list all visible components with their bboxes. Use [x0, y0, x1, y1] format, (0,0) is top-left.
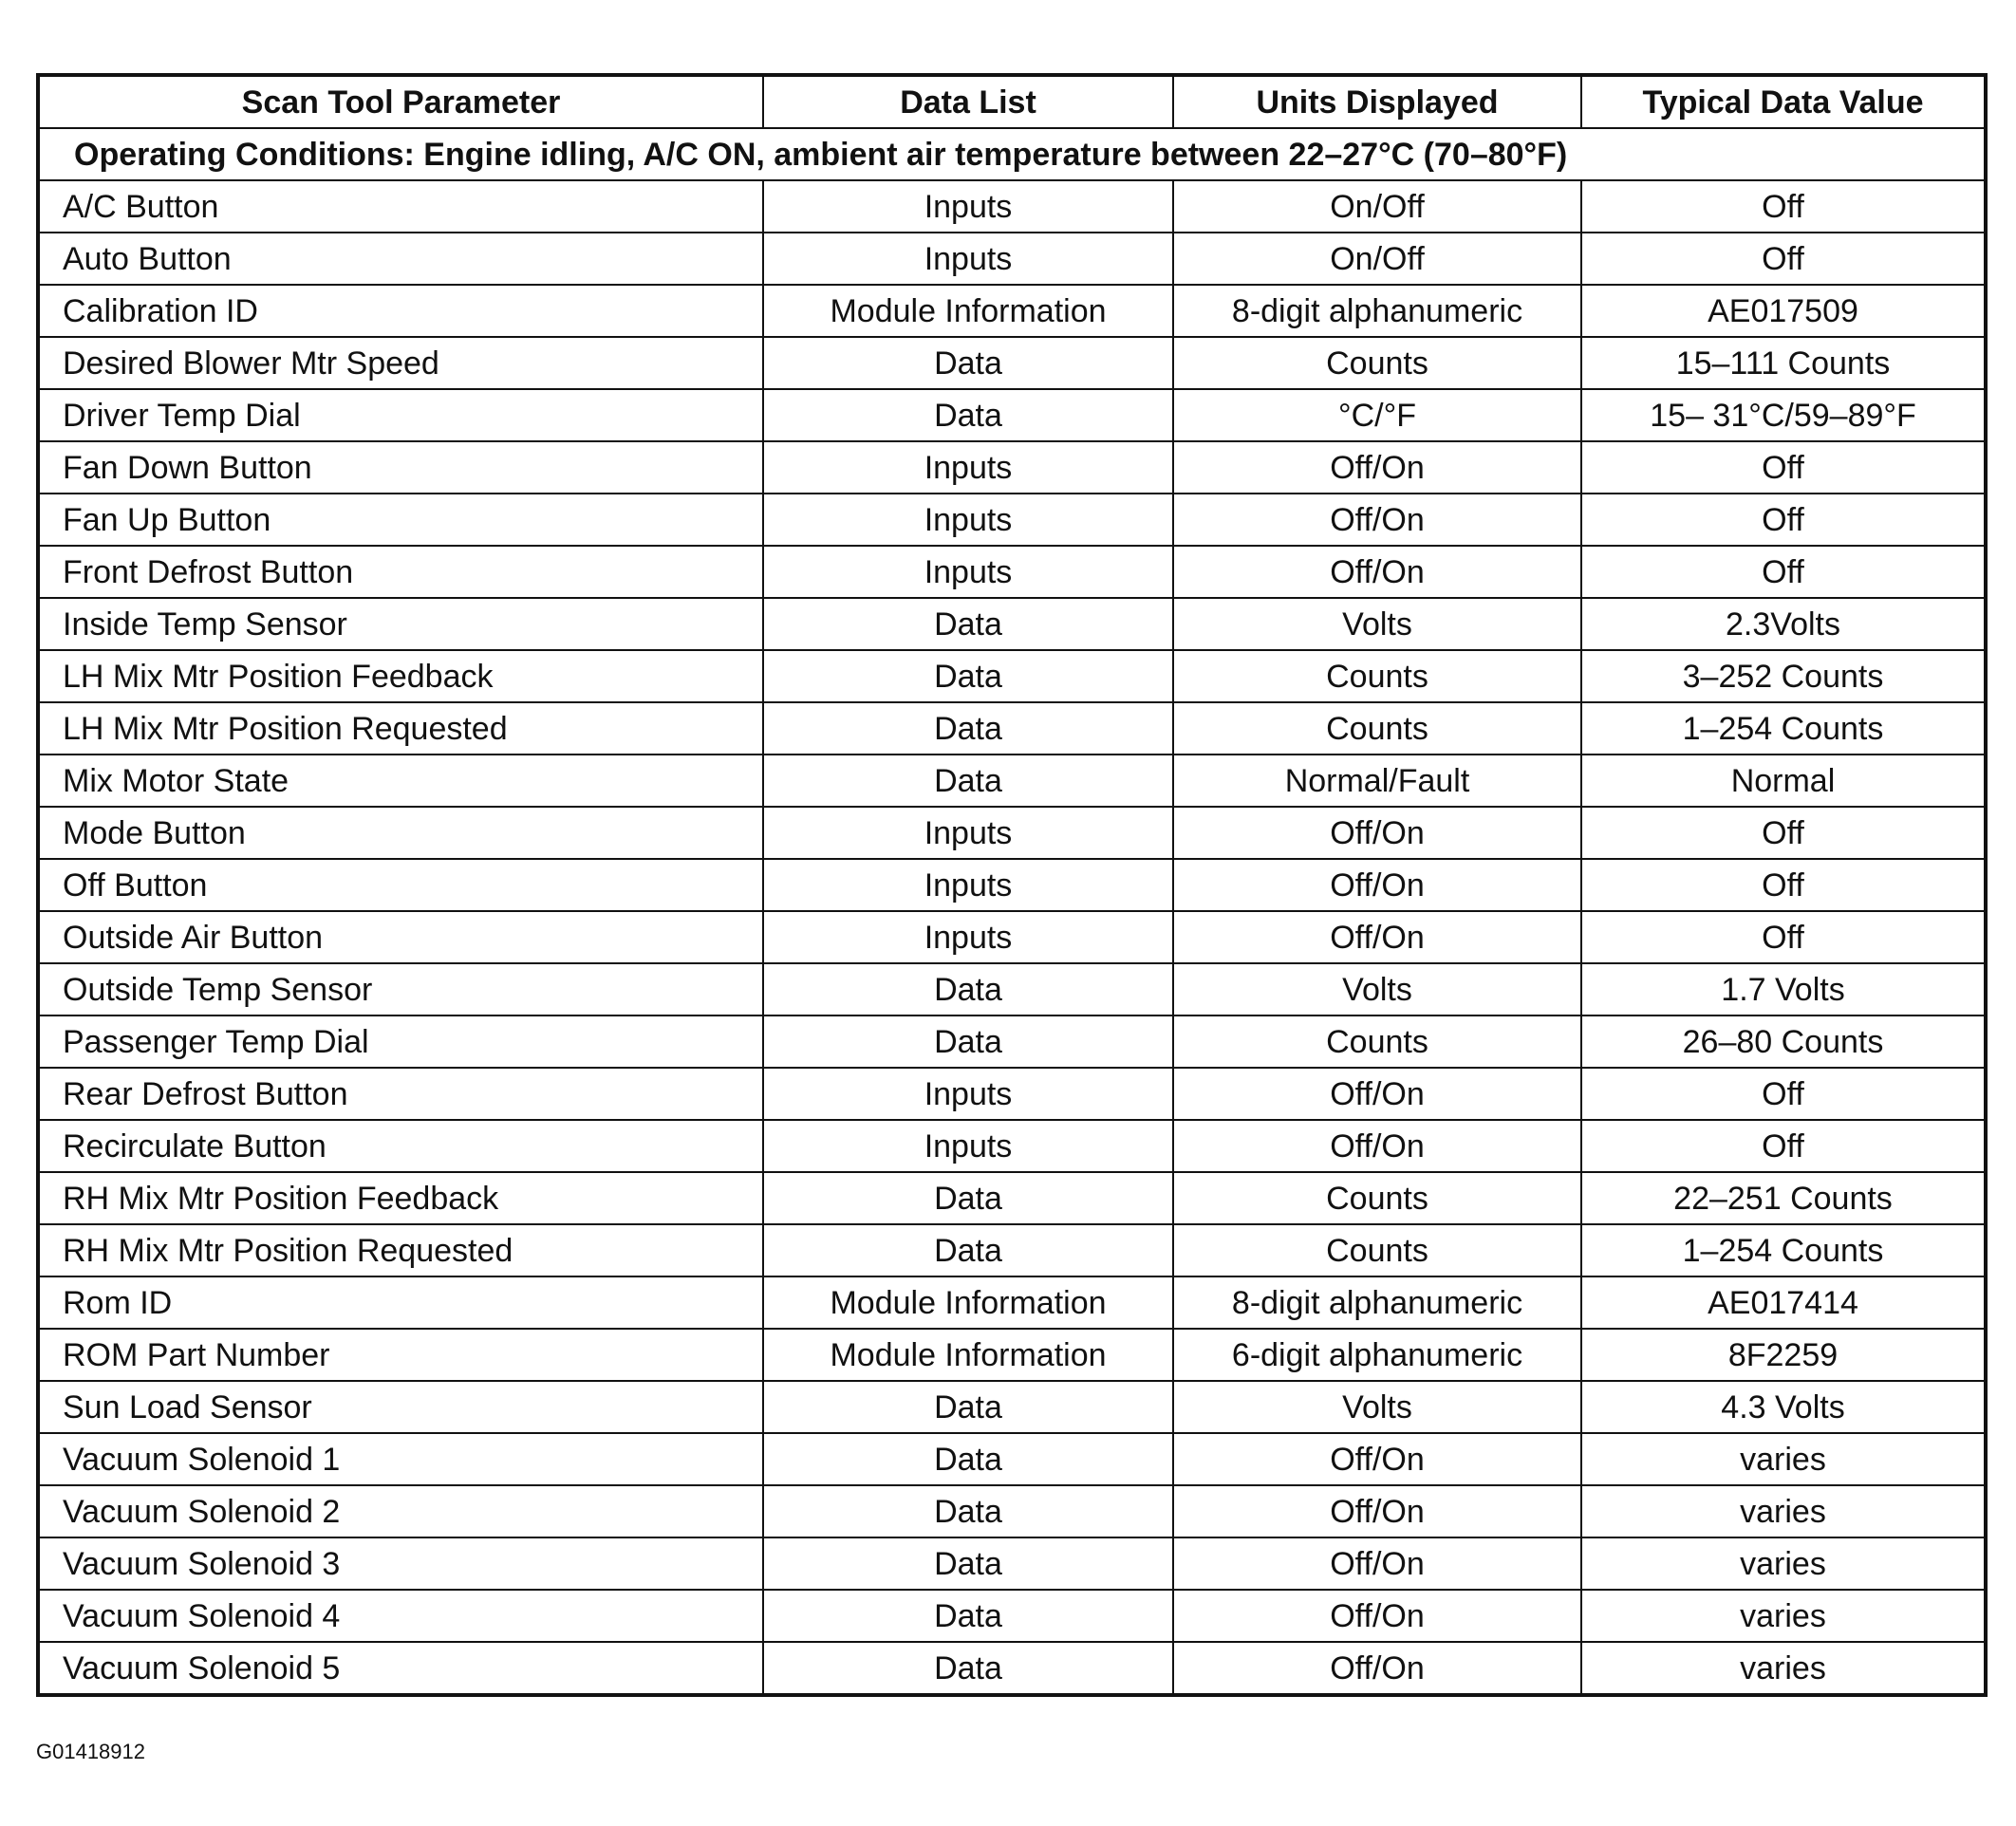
data-list-cell: Inputs [763, 180, 1173, 233]
units-cell: Volts [1173, 1381, 1581, 1433]
header-typical-data-value: Typical Data Value [1581, 75, 1986, 128]
parameter-cell: A/C Button [38, 180, 763, 233]
units-cell: Counts [1173, 1224, 1581, 1276]
table-row [38, 598, 1986, 650]
typical-value-cell: 15–111 Counts [1581, 337, 1986, 389]
data-list-cell: Data [763, 1224, 1173, 1276]
table-row [38, 1433, 1986, 1485]
parameter-cell: Rear Defrost Button [38, 1068, 763, 1120]
parameter-cell: RH Mix Mtr Position Feedback [38, 1172, 763, 1224]
units-cell: Off/On [1173, 1642, 1581, 1695]
data-list-cell: Inputs [763, 441, 1173, 494]
table-row [38, 1068, 1986, 1120]
table-row [38, 1224, 1986, 1276]
table-row [38, 180, 1986, 233]
typical-value-cell: Off [1581, 911, 1986, 963]
header-units-displayed: Units Displayed [1173, 75, 1581, 128]
parameter-cell: LH Mix Mtr Position Requested [38, 702, 763, 755]
typical-value-cell: Off [1581, 546, 1986, 598]
data-list-cell: Module Information [763, 285, 1173, 337]
units-cell: 6-digit alphanumeric [1173, 1329, 1581, 1381]
units-cell: Volts [1173, 598, 1581, 650]
table-row [38, 285, 1986, 337]
units-cell: Off/On [1173, 1068, 1581, 1120]
data-list-cell: Inputs [763, 1068, 1173, 1120]
typical-value-cell: AE017414 [1581, 1276, 1986, 1329]
units-cell: Off/On [1173, 1590, 1581, 1642]
parameter-cell: Mode Button [38, 807, 763, 859]
units-cell: Normal/Fault [1173, 755, 1581, 807]
units-cell: Off/On [1173, 1433, 1581, 1485]
parameter-cell: Passenger Temp Dial [38, 1015, 763, 1068]
units-cell: Off/On [1173, 1537, 1581, 1590]
typical-value-cell: 1–254 Counts [1581, 1224, 1986, 1276]
parameter-cell: Vacuum Solenoid 3 [38, 1537, 763, 1590]
typical-value-cell: 22–251 Counts [1581, 1172, 1986, 1224]
typical-value-cell: 26–80 Counts [1581, 1015, 1986, 1068]
data-list-cell: Inputs [763, 1120, 1173, 1172]
table-row [38, 1120, 1986, 1172]
parameter-cell: Vacuum Solenoid 4 [38, 1590, 763, 1642]
table-row [38, 1329, 1986, 1381]
data-list-cell: Data [763, 598, 1173, 650]
table-row [38, 1642, 1986, 1695]
units-cell: Off/On [1173, 1485, 1581, 1537]
data-list-cell: Module Information [763, 1276, 1173, 1329]
units-cell: Volts [1173, 963, 1581, 1015]
units-cell: Off/On [1173, 546, 1581, 598]
parameter-cell: Sun Load Sensor [38, 1381, 763, 1433]
units-cell: Counts [1173, 337, 1581, 389]
parameter-cell: Mix Motor State [38, 755, 763, 807]
table-row [38, 1276, 1986, 1329]
parameter-cell: Outside Temp Sensor [38, 963, 763, 1015]
parameter-cell: Rom ID [38, 1276, 763, 1329]
table-body [38, 128, 1986, 1695]
typical-value-cell: Off [1581, 494, 1986, 546]
units-cell: Counts [1173, 702, 1581, 755]
typical-value-cell: varies [1581, 1485, 1986, 1537]
table-header [38, 75, 1986, 128]
table-row [38, 546, 1986, 598]
data-list-cell: Data [763, 1433, 1173, 1485]
data-list-cell: Data [763, 1381, 1173, 1433]
typical-value-cell: Off [1581, 1068, 1986, 1120]
parameter-cell: Driver Temp Dial [38, 389, 763, 441]
table-row [38, 1381, 1986, 1433]
typical-value-cell: varies [1581, 1642, 1986, 1695]
parameter-cell: ROM Part Number [38, 1329, 763, 1381]
typical-value-cell: AE017509 [1581, 285, 1986, 337]
typical-value-cell: 1.7 Volts [1581, 963, 1986, 1015]
data-list-cell: Data [763, 389, 1173, 441]
table-row [38, 233, 1986, 285]
parameter-cell: Outside Air Button [38, 911, 763, 963]
units-cell: Counts [1173, 1015, 1581, 1068]
parameter-cell: Fan Down Button [38, 441, 763, 494]
typical-value-cell: 3–252 Counts [1581, 650, 1986, 702]
table-row [38, 755, 1986, 807]
header-scan-tool-parameter: Scan Tool Parameter [38, 75, 763, 128]
data-list-cell: Data [763, 755, 1173, 807]
units-cell: 8-digit alphanumeric [1173, 285, 1581, 337]
table-row [38, 494, 1986, 546]
units-cell: On/Off [1173, 180, 1581, 233]
units-cell: Counts [1173, 1172, 1581, 1224]
data-list-cell: Data [763, 963, 1173, 1015]
data-list-cell: Data [763, 337, 1173, 389]
header-row [38, 75, 1986, 128]
data-list-cell: Inputs [763, 494, 1173, 546]
typical-value-cell: 8F2259 [1581, 1329, 1986, 1381]
table-row [38, 911, 1986, 963]
table-row [38, 650, 1986, 702]
units-cell: Off/On [1173, 911, 1581, 963]
data-list-cell: Data [763, 1172, 1173, 1224]
data-list-cell: Module Information [763, 1329, 1173, 1381]
units-cell: Off/On [1173, 494, 1581, 546]
typical-value-cell: Normal [1581, 755, 1986, 807]
table-row [38, 1537, 1986, 1590]
typical-value-cell: Off [1581, 807, 1986, 859]
typical-value-cell: Off [1581, 233, 1986, 285]
table-row [38, 1485, 1986, 1537]
typical-value-cell: 4.3 Volts [1581, 1381, 1986, 1433]
units-cell: Counts [1173, 650, 1581, 702]
parameter-cell: Calibration ID [38, 285, 763, 337]
parameter-cell: Vacuum Solenoid 1 [38, 1433, 763, 1485]
parameter-cell: RH Mix Mtr Position Requested [38, 1224, 763, 1276]
typical-value-cell: Off [1581, 441, 1986, 494]
typical-value-cell: varies [1581, 1537, 1986, 1590]
data-list-cell: Data [763, 1015, 1173, 1068]
data-list-cell: Inputs [763, 233, 1173, 285]
parameter-cell: Desired Blower Mtr Speed [38, 337, 763, 389]
typical-value-cell: 1–254 Counts [1581, 702, 1986, 755]
header-data-list: Data List [763, 75, 1173, 128]
operating-conditions: Operating Conditions: Engine idling, A/C ON, ambient air temperature between 22–27°C (70–80°F) [38, 128, 1986, 180]
parameter-cell: Inside Temp Sensor [38, 598, 763, 650]
typical-value-cell: 15– 31°C/59–89°F [1581, 389, 1986, 441]
figure-id: G01418912 [36, 1740, 145, 1763]
units-cell: Off/On [1173, 859, 1581, 911]
parameter-cell: Vacuum Solenoid 5 [38, 1642, 763, 1695]
units-cell: Off/On [1173, 807, 1581, 859]
data-list-cell: Data [763, 1485, 1173, 1537]
typical-value-cell: varies [1581, 1590, 1986, 1642]
table-row [38, 337, 1986, 389]
parameter-cell: Auto Button [38, 233, 763, 285]
units-cell: Off/On [1173, 441, 1581, 494]
parameter-cell: LH Mix Mtr Position Feedback [38, 650, 763, 702]
data-list-cell: Inputs [763, 546, 1173, 598]
table-row [38, 441, 1986, 494]
table-row [38, 389, 1986, 441]
table-row [38, 1015, 1986, 1068]
data-list-cell: Data [763, 1537, 1173, 1590]
table-row [38, 702, 1986, 755]
table-row [38, 963, 1986, 1015]
parameter-cell: Fan Up Button [38, 494, 763, 546]
table-row [38, 1590, 1986, 1642]
typical-value-cell: 2.3Volts [1581, 598, 1986, 650]
units-cell: On/Off [1173, 233, 1581, 285]
data-list-cell: Inputs [763, 807, 1173, 859]
table-row [38, 859, 1986, 911]
data-list-cell: Data [763, 1590, 1173, 1642]
parameter-cell: Recirculate Button [38, 1120, 763, 1172]
data-list-cell: Data [763, 650, 1173, 702]
parameter-cell: Vacuum Solenoid 2 [38, 1485, 763, 1537]
typical-value-cell: Off [1581, 180, 1986, 233]
data-list-cell: Data [763, 1642, 1173, 1695]
data-list-cell: Inputs [763, 911, 1173, 963]
data-list-cell: Data [763, 702, 1173, 755]
data-list-cell: Inputs [763, 859, 1173, 911]
operating-conditions-row [38, 128, 1986, 180]
typical-value-cell: Off [1581, 1120, 1986, 1172]
table-row [38, 1172, 1986, 1224]
typical-value-cell: varies [1581, 1433, 1986, 1485]
typical-value-cell: Off [1581, 859, 1986, 911]
table-row [38, 807, 1986, 859]
units-cell: 8-digit alphanumeric [1173, 1276, 1581, 1329]
scan-tool-data-table [36, 73, 1988, 1697]
units-cell: Off/On [1173, 1120, 1581, 1172]
parameter-cell: Front Defrost Button [38, 546, 763, 598]
units-cell: °C/°F [1173, 389, 1581, 441]
parameter-cell: Off Button [38, 859, 763, 911]
